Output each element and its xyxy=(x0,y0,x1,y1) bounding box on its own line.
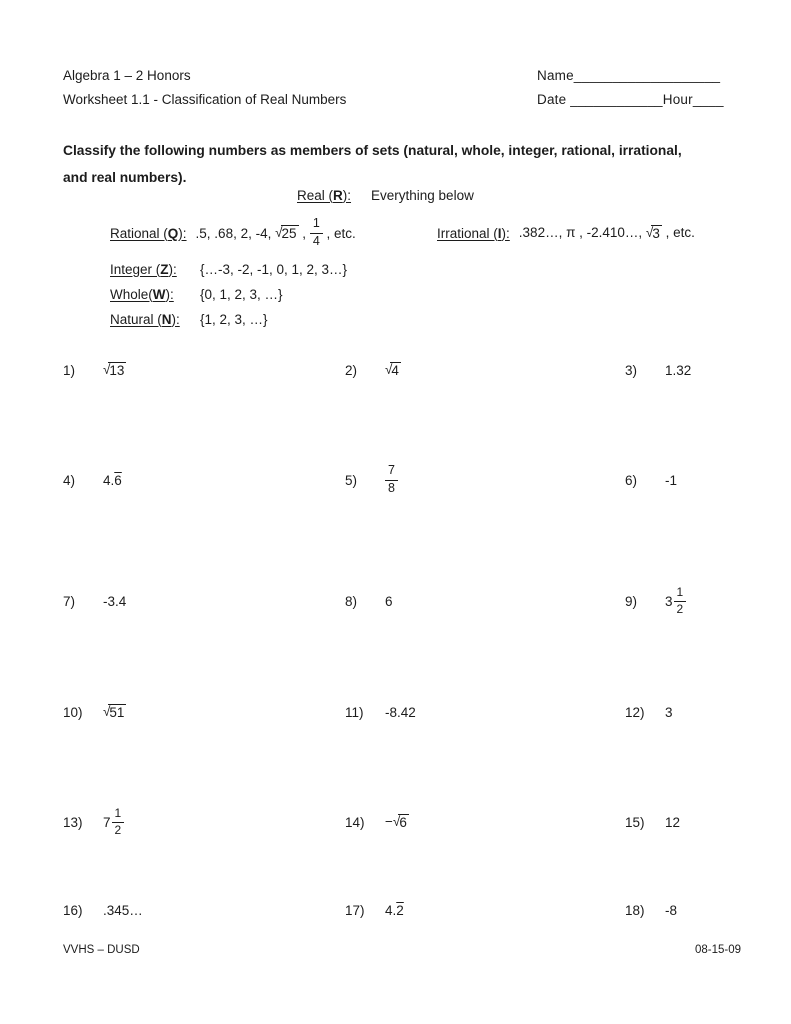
integer-set-desc: {…-3, -2, -1, 0, 1, 2, 3…} xyxy=(200,261,348,277)
irrational-set-label: Irrational (I): xyxy=(437,225,510,241)
radical-icon: √ xyxy=(103,704,111,720)
header-left xyxy=(63,64,346,112)
problem-label: 2) xyxy=(345,362,358,378)
whole-set-line xyxy=(110,283,283,305)
problem-label: 14) xyxy=(345,814,365,830)
problem-label: 17) xyxy=(345,902,365,918)
number-text: , etc. xyxy=(322,225,356,241)
square-root: − √ 6 xyxy=(385,814,407,831)
irrational-set-examples xyxy=(519,225,695,241)
header-right xyxy=(537,64,724,112)
problem-item xyxy=(625,684,673,740)
date-hour-blank: Date ____________Hour____ xyxy=(537,92,724,107)
problem-label: 10) xyxy=(63,704,83,720)
problem-item xyxy=(345,342,401,398)
number-text: 6 xyxy=(385,593,393,609)
number-text: .5, .68, 2, -4, xyxy=(195,225,276,241)
problem-item xyxy=(345,452,398,508)
square-root: √ 4 xyxy=(385,362,399,379)
problem-item xyxy=(63,684,126,740)
number-text: -1 xyxy=(665,472,678,488)
radical-icon: √ xyxy=(392,814,401,830)
number-text: 3 xyxy=(665,704,673,720)
number-text: -8 xyxy=(665,902,678,918)
number-text: .382…, π , -2.410…, xyxy=(518,225,646,241)
irrational-set-line xyxy=(437,214,695,252)
whole-set-label: Whole(W): xyxy=(110,286,174,302)
square-root: √ 3 xyxy=(645,225,660,242)
number-text: 1.32 xyxy=(665,362,692,378)
problem-item xyxy=(345,794,409,850)
repeating-decimal: 4. 2 xyxy=(385,902,404,918)
problem-item xyxy=(625,573,686,629)
problem-label: 15) xyxy=(625,814,645,830)
course-title: Algebra 1 – 2 Honors xyxy=(63,68,191,83)
problem-label: 16) xyxy=(63,902,83,918)
problem-item xyxy=(63,573,126,629)
rational-set-examples xyxy=(196,217,356,249)
mixed-number: 7 $\frac{1}{2}$ xyxy=(103,807,124,837)
real-set-label: Real (R): xyxy=(297,187,352,203)
worksheet-title: Worksheet 1.1 - Classification of Real Numbers xyxy=(63,92,347,107)
radical-icon: √ xyxy=(275,225,283,241)
problem-item xyxy=(625,452,677,508)
problem-item xyxy=(345,573,393,629)
real-set-desc: Everything below xyxy=(371,187,474,203)
whole-set-desc: {0, 1, 2, 3, …} xyxy=(200,286,283,302)
problem-item xyxy=(625,342,691,398)
problem-label: 13) xyxy=(63,814,83,830)
fraction-value xyxy=(310,217,323,249)
number-text: 12 xyxy=(665,814,681,830)
problem-item xyxy=(625,794,680,850)
integer-set-line xyxy=(110,258,347,280)
footer-school: VVHS – DUSD xyxy=(63,944,140,956)
name-blank: Name___________________ xyxy=(537,68,721,83)
problem-label: 8) xyxy=(345,593,358,609)
rational-set-line xyxy=(110,214,356,252)
problem-item xyxy=(625,882,677,938)
number-text: -3.4 xyxy=(103,593,127,609)
real-set-line xyxy=(297,184,474,206)
problem-item xyxy=(345,882,404,938)
footer-date: 08-15-09 xyxy=(694,944,741,956)
fraction: $\frac{1}{2}$ xyxy=(112,807,125,837)
problem-item xyxy=(345,684,416,740)
radical-icon: √ xyxy=(103,362,111,378)
rational-set-label: Rational (Q): xyxy=(110,225,187,241)
square-root: √ 25 xyxy=(275,225,297,242)
fraction: $\frac{7}{8}$ xyxy=(385,464,398,496)
fraction-value xyxy=(385,464,398,496)
radical-icon: √ xyxy=(645,225,654,241)
radical-icon: √ xyxy=(385,362,393,378)
mixed-number: 3 $\frac{1}{2}$ xyxy=(665,586,686,616)
instructions xyxy=(63,137,682,191)
problem-item xyxy=(63,794,124,850)
number-text: -8.42 xyxy=(385,704,416,720)
problem-label: 4) xyxy=(63,472,76,488)
number-text: , xyxy=(298,225,310,241)
square-root: √ 51 xyxy=(103,704,125,721)
problem-label: 1) xyxy=(63,362,76,378)
problem-label: 3) xyxy=(625,362,638,378)
problem-label: 11) xyxy=(345,704,364,720)
natural-set-label: Natural (N): xyxy=(110,311,180,327)
problem-label: 18) xyxy=(625,902,645,918)
integer-set-label: Integer (Z): xyxy=(110,261,177,277)
problem-label: 7) xyxy=(63,593,76,609)
number-text: .345… xyxy=(103,902,143,918)
repeating-decimal: 4. 6 xyxy=(103,472,122,488)
problem-label: 9) xyxy=(625,593,638,609)
fraction: $\frac{1}{2}$ xyxy=(674,586,687,616)
problem-label: 5) xyxy=(345,472,358,488)
problem-item xyxy=(63,882,143,938)
problem-item xyxy=(63,342,126,398)
natural-set-line xyxy=(110,308,268,330)
problem-label: 6) xyxy=(625,472,638,488)
problem-label: 12) xyxy=(625,704,645,720)
natural-set-desc: {1, 2, 3, …} xyxy=(200,311,268,327)
instructions-line-1: Classify the following numbers as members of sets (natural, whole, integer, rational, irrational, xyxy=(63,143,682,158)
square-root: √ 13 xyxy=(103,362,125,379)
number-text: , etc. xyxy=(661,225,695,241)
fraction: $\frac{1}{4}$ xyxy=(310,217,323,249)
instructions-line-2: and real numbers). xyxy=(63,170,187,185)
problem-item xyxy=(63,452,122,508)
